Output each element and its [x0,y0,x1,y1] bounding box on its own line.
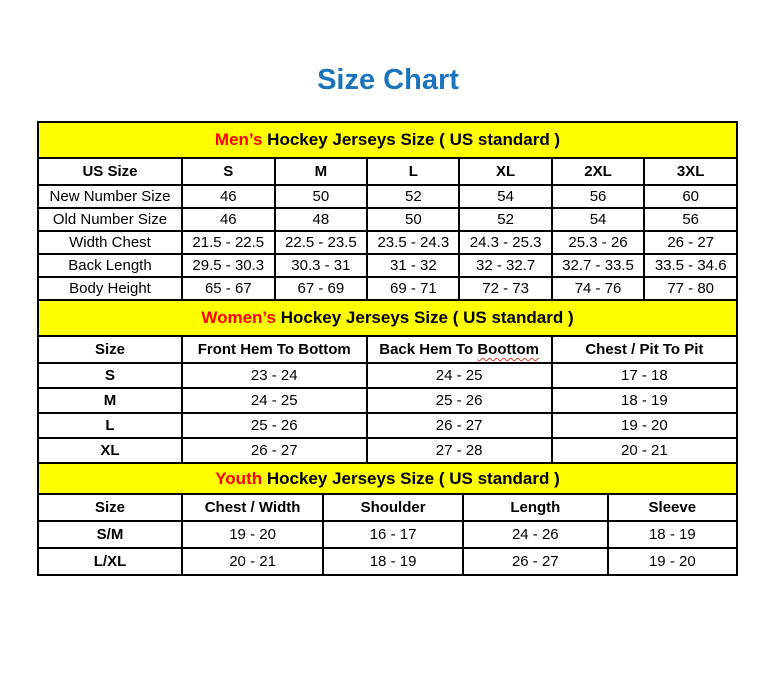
row-label: M [38,388,182,413]
table-row [38,388,737,413]
banner-text: Hockey Jerseys Size ( US standard ) [262,130,561,149]
mens-header-row [38,158,737,185]
cell-value: 46 [182,185,275,208]
column-header: XL [459,158,551,185]
table-row [38,438,737,463]
mens-section-banner [38,122,737,158]
cell-value: 33.5 - 34.6 [644,254,737,277]
cell-value: 74 - 76 [552,277,645,300]
cell-value: 17 - 18 [552,363,737,388]
cell-value: 32.7 - 33.5 [552,254,645,277]
cell-value: 54 [459,185,551,208]
cell-value: 56 [644,208,737,231]
cell-value: 54 [552,208,645,231]
column-header: 2XL [552,158,645,185]
cell-value: 29.5 - 30.3 [182,254,275,277]
banner-highlight: Youth [215,468,263,488]
cell-value: 48 [275,208,368,231]
table-row [38,254,737,277]
column-header: Sleeve [608,494,737,521]
table-row [38,521,737,548]
cell-value: 22.5 - 23.5 [275,231,368,254]
page-title: Size Chart [317,64,459,96]
womens-header-row [38,336,737,363]
cell-value: 18 - 19 [323,548,463,575]
row-label: S [38,363,182,388]
youth-size-table [37,462,738,576]
cell-value: 25 - 26 [367,388,552,413]
row-label: XL [38,438,182,463]
cell-value: 23 - 24 [182,363,367,388]
size-chart [37,121,738,576]
column-header: 3XL [644,158,737,185]
row-label: Body Height [38,277,182,300]
column-header: M [275,158,368,185]
cell-value: 67 - 69 [275,277,368,300]
table-row [38,548,737,575]
cell-value: 19 - 20 [608,548,737,575]
column-header: Chest / Width [182,494,323,521]
cell-value: 19 - 20 [182,521,323,548]
cell-value: 24 - 25 [182,388,367,413]
cell-value: 21.5 - 22.5 [182,231,275,254]
column-header: Front Hem To Bottom [182,336,367,363]
row-label: New Number Size [38,185,182,208]
table-row [38,363,737,388]
banner-text: Hockey Jerseys Size ( US standard ) [262,468,560,488]
row-label: Back Length [38,254,182,277]
womens-banner-row [38,300,737,336]
cell-value: 50 [275,185,368,208]
misspelled-word: Boottom [477,341,539,358]
cell-value: 32 - 32.7 [459,254,551,277]
cell-value: 31 - 32 [367,254,459,277]
youth-banner-row [38,463,737,494]
cell-value: 18 - 19 [608,521,737,548]
banner-text: Hockey Jerseys Size ( US standard ) [275,308,574,327]
cell-value: 18 - 19 [552,388,737,413]
cell-value: 56 [552,185,645,208]
cell-value: 27 - 28 [367,438,552,463]
column-header: Back Hem To Boottom [367,336,552,363]
cell-value: 50 [367,208,459,231]
cell-value: 24 - 25 [367,363,552,388]
womens-section-banner [38,300,737,336]
cell-value: 26 - 27 [367,413,552,438]
row-label: L [38,413,182,438]
cell-value: 46 [182,208,275,231]
cell-value: 69 - 71 [367,277,459,300]
cell-value: 23.5 - 24.3 [367,231,459,254]
cell-value: 20 - 21 [552,438,737,463]
cell-value: 30.3 - 31 [275,254,368,277]
cell-value: 26 - 27 [182,438,367,463]
column-header: L [367,158,459,185]
youth-header-row [38,494,737,521]
youth-section-banner [38,463,737,494]
cell-value: 65 - 67 [182,277,275,300]
column-header: Size [38,494,182,521]
cell-value: 25.3 - 26 [552,231,645,254]
column-header: Size [38,336,182,363]
column-header: Length [463,494,608,521]
row-label: S/M [38,521,182,548]
table-row [38,208,737,231]
cell-value: 77 - 80 [644,277,737,300]
cell-value: 72 - 73 [459,277,551,300]
mens-banner-row [38,122,737,158]
cell-value: 60 [644,185,737,208]
column-header: Chest / Pit To Pit [552,336,737,363]
cell-value: 24.3 - 25.3 [459,231,551,254]
mens-size-table [37,121,738,301]
table-row [38,413,737,438]
cell-value: 19 - 20 [552,413,737,438]
table-row [38,277,737,300]
cell-value: 25 - 26 [182,413,367,438]
cell-value: 26 - 27 [644,231,737,254]
banner-highlight: Men’s [214,130,263,149]
row-label: L/XL [38,548,182,575]
column-header: Shoulder [323,494,463,521]
table-row [38,231,737,254]
cell-value: 24 - 26 [463,521,608,548]
row-label: Old Number Size [38,208,182,231]
cell-value: 26 - 27 [463,548,608,575]
cell-value: 52 [367,185,459,208]
column-header: S [182,158,275,185]
cell-value: 20 - 21 [182,548,323,575]
cell-value: 16 - 17 [323,521,463,548]
table-row [38,185,737,208]
banner-highlight: Women’s [201,308,276,327]
womens-size-table [37,299,738,464]
column-header: US Size [38,158,182,185]
row-label: Width Chest [38,231,182,254]
cell-value: 52 [459,208,551,231]
